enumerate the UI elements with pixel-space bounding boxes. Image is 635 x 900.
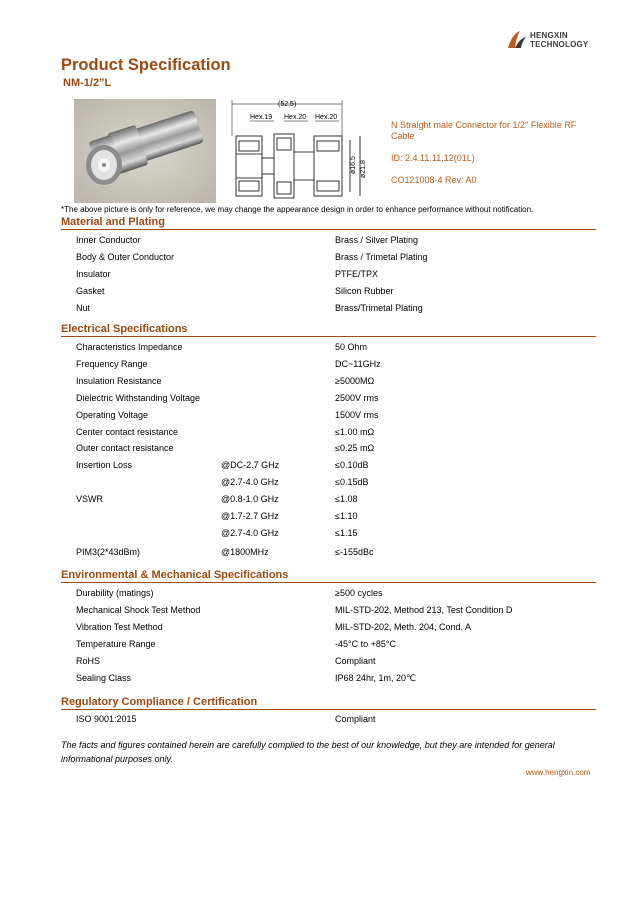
disclaimer: The facts and figures contained herein are carefully complied to the best of our knowledge, but they are intended for general informational purposes only. — [61, 740, 555, 764]
row-value: Silicon Rubber — [335, 285, 394, 296]
row-label: RoHS — [76, 655, 101, 666]
table-row — [0, 303, 635, 319]
table-row — [0, 673, 635, 689]
table-row — [0, 494, 635, 510]
hex3-label: Hex.20 — [315, 114, 338, 121]
row-condition: @2.7-4.0 GHz — [221, 527, 279, 538]
row-value: 50 Ohm — [335, 342, 368, 352]
table-row — [0, 342, 635, 358]
table-row — [0, 511, 635, 527]
row-value: Brass/Trimetal Plating — [335, 302, 423, 313]
section-regulatory: Regulatory Compliance / Certification — [61, 696, 596, 710]
table-row — [0, 252, 635, 268]
row-label: PIM3(2*43dBm) — [76, 546, 141, 557]
row-value: ≤0.10dB — [335, 460, 369, 471]
row-label: VSWR — [76, 494, 103, 505]
logo-text: HENGXIN TECHNOLOGY — [530, 31, 589, 49]
table-row — [0, 714, 635, 730]
description-text: N Straight male Connector for 1/2" Flexible RF Cable — [391, 120, 577, 141]
row-label: Temperature Range — [76, 638, 156, 649]
row-value: ≤1.08 — [335, 494, 358, 505]
website-link[interactable]: www.hengxin.com — [526, 768, 591, 777]
reference-note: *The above picture is only for reference, we may change the appearance design in order to enhance performance without notification. — [61, 205, 534, 214]
table-row — [0, 477, 635, 493]
row-label: Operating Voltage — [76, 409, 149, 420]
table-row — [0, 359, 635, 375]
table-row — [0, 460, 635, 476]
hex1-label: Hex.19 — [250, 114, 273, 121]
row-value: Brass / Trimetal Plating — [335, 251, 428, 262]
table-row — [0, 528, 635, 544]
row-value: ≤1.15 — [335, 527, 358, 538]
table-row — [0, 286, 635, 302]
table-row — [0, 622, 635, 638]
row-label: Frequency Range — [76, 358, 148, 369]
table-row — [0, 605, 635, 621]
dia1-label: ø16.5 — [350, 156, 357, 174]
table-row — [0, 639, 635, 655]
section-material: Material and Plating — [61, 216, 596, 230]
table-row — [0, 393, 635, 409]
row-value: ≤0.15dB — [335, 477, 369, 488]
row-value: Compliant — [335, 714, 376, 724]
section-environmental: Environmental & Mechanical Specifications — [61, 569, 596, 583]
row-value: ≤1.00 mΩ — [335, 426, 375, 437]
row-value: MIL-STD-202, Method 213, Test Condition D — [335, 604, 513, 615]
table-row — [0, 588, 635, 604]
row-condition: @2.7-4.0 GHz — [221, 477, 279, 488]
dia2-label: ø21.8 — [360, 160, 367, 178]
row-value: PTFE/TPX — [335, 268, 379, 279]
row-condition: @1800MHz — [221, 546, 269, 557]
row-value: 1500V rms — [335, 409, 379, 420]
revision: CO121008-4 Rev: A0 — [391, 175, 477, 185]
model-number: NM-1/2”L — [63, 77, 112, 89]
row-label: Insulator — [76, 268, 111, 279]
company-logo — [506, 28, 596, 54]
row-value: ≤-155dBc — [335, 546, 374, 557]
row-label: Center contact resistance — [76, 426, 179, 437]
product-id: ID: 2.4.11.11.12(01L) — [391, 153, 475, 163]
row-value: Brass / Silver Plating — [335, 235, 419, 245]
row-value: IP68 24hr, 1m, 20℃ — [335, 672, 417, 683]
product-description — [391, 120, 596, 197]
row-value: -45°C to +85°C — [335, 638, 396, 649]
row-condition: @1.7-2.7 GHz — [221, 511, 279, 521]
table-row — [0, 656, 635, 672]
page-title: Product Specification — [61, 56, 231, 74]
hex2-label: Hex.20 — [284, 114, 307, 121]
row-value: 2500V rms — [335, 392, 379, 403]
row-value: ≥500 cycles — [335, 588, 383, 598]
row-label: Outer contact resistance — [76, 443, 174, 454]
row-label: Insulation Resistance — [76, 375, 162, 386]
row-label: Characteristics Impedance — [76, 342, 183, 352]
row-condition: @DC-2.7 GHz — [221, 460, 280, 471]
row-label: Durability (matings) — [76, 588, 154, 598]
row-label: Sealing Class — [76, 672, 132, 683]
row-label: Vibration Test Method — [76, 621, 163, 632]
row-label: Mechanical Shock Test Method — [76, 604, 201, 615]
logo-mark-icon — [506, 28, 528, 52]
table-row — [0, 427, 635, 443]
dim-total-label: (52.5) — [278, 101, 297, 108]
table-row — [0, 547, 635, 563]
row-value: DC~11GHz — [335, 358, 381, 369]
row-condition: @0.8-1.0 GHz — [221, 494, 279, 505]
table-row — [0, 269, 635, 285]
row-label: Body & Outer Conductor — [76, 251, 175, 262]
row-label: Dielectric Withstanding Voltage — [76, 392, 201, 403]
section-electrical: Electrical Specifications — [61, 323, 596, 337]
table-row — [0, 235, 635, 251]
table-row — [0, 376, 635, 392]
product-photo — [74, 99, 216, 203]
row-label: Inner Conductor — [76, 235, 141, 245]
row-label: Insertion Loss — [76, 460, 133, 471]
row-value: ≤1.10 — [335, 511, 358, 521]
technical-drawing — [222, 96, 390, 206]
row-label: Nut — [76, 302, 91, 313]
table-row — [0, 410, 635, 426]
table-row — [0, 443, 635, 459]
row-value: MIL-STD-202, Meth. 204, Cond. A — [335, 621, 472, 632]
row-value: Compliant — [335, 655, 376, 666]
row-label: ISO 9001:2015 — [76, 714, 137, 724]
row-label: Gasket — [76, 285, 105, 296]
row-value: ≥5000MΩ — [335, 375, 375, 386]
row-value: ≤0.25 mΩ — [335, 443, 375, 454]
